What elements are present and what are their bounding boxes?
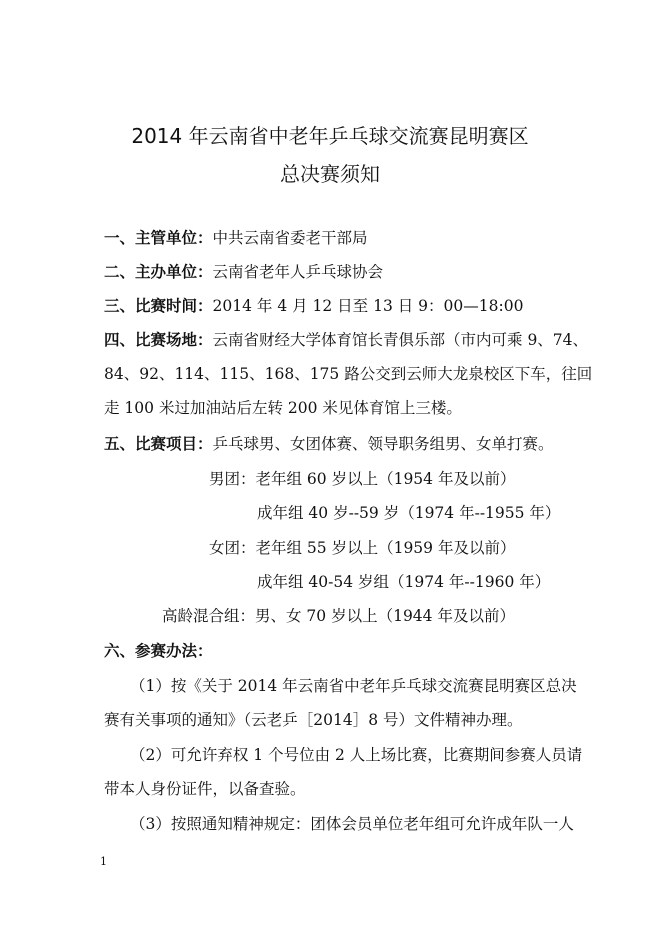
- section-4-text-3: 走 100 米过加油站后左转 200 米见体育馆上三楼。: [104, 399, 462, 417]
- section-4-text-2: 84、92、114、115、168、175 路公交到云师大龙泉校区下车，往回: [104, 365, 593, 383]
- section-3-text: 2014 年 4 月 12 日至 13 日 9：00—18:00: [212, 297, 524, 315]
- section-1: [104, 227, 368, 249]
- section-4-label: 四、比赛场地：: [104, 331, 213, 349]
- section-4: [104, 329, 588, 351]
- section-2-label: 二、主办单位：: [104, 263, 213, 281]
- page-number: 1: [100, 855, 107, 868]
- section-5-text: 乒乓球男、女团体赛、领导职务组男、女单打赛。: [212, 435, 554, 453]
- rule-3-line-1: （3）按照通知精神规定：团体会员单位老年组可允许成年队一人: [130, 815, 574, 833]
- women-team-adult: 成年组 40-54 岁组（1974 年--1960 年）: [257, 573, 551, 591]
- men-team-adult: 成年组 40 岁--59 岁（1974 年--1955 年）: [257, 504, 561, 522]
- section-6-label: 六、参赛办法：: [104, 642, 213, 660]
- section-2: [104, 261, 383, 283]
- men-team-senior: 男团：老年组 60 岁以上（1954 年及以前）: [209, 470, 516, 488]
- women-team-senior: 女团：老年组 55 岁以上（1959 年及以前）: [209, 539, 516, 557]
- rule-2-line-2: 带本人身份证件，以备查验。: [104, 780, 306, 798]
- section-4-text-1: 云南省财经大学体育馆长青俱乐部（市内可乘 9、74、: [212, 331, 589, 349]
- section-2-text: 云南省老年人乒乓球协会: [212, 263, 384, 281]
- document-subtitle: 总决赛须知: [280, 162, 380, 186]
- section-3-label: 三、比赛时间：: [104, 297, 213, 315]
- section-1-label: 一、主管单位：: [104, 229, 213, 247]
- section-6: [104, 640, 213, 662]
- section-3: [104, 295, 523, 317]
- mixed-elderly-group: 高龄混合组：男、女 70 岁以上（1944 年及以前）: [162, 607, 515, 625]
- rule-1-line-1: （1）按《关于 2014 年云南省中老年乒乓球交流赛昆明赛区总决: [130, 677, 577, 695]
- section-5: [104, 433, 554, 455]
- document-title: 2014 年云南省中老年乒乓球交流赛昆明赛区: [131, 124, 529, 148]
- section-1-text: 中共云南省委老干部局: [212, 229, 368, 247]
- rule-1-line-2: 赛有关事项的通知》（云老乒［2014］8 号）文件精神办理。: [104, 711, 523, 729]
- section-5-label: 五、比赛项目：: [104, 435, 213, 453]
- rule-2-line-1: （2）可允许弃权 1 个号位由 2 人上场比赛，比赛期间参赛人员请: [130, 746, 583, 764]
